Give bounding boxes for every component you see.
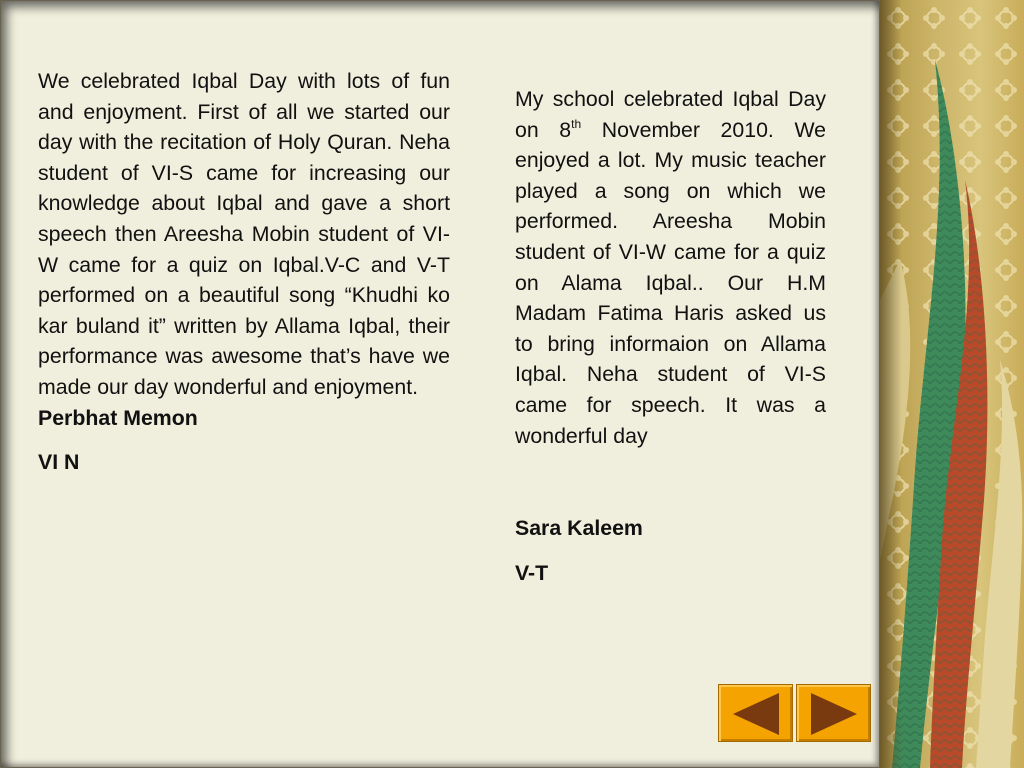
floral-ribbon-art: [880, 0, 1024, 768]
right-author-class: V-T: [515, 560, 549, 585]
left-author-name: Perbhat Memon: [38, 405, 198, 430]
right-author-name: Sara Kaleem: [515, 516, 643, 541]
spacer: [515, 451, 826, 513]
right-paragraph: [515, 84, 826, 451]
right-triangle-icon: [797, 685, 872, 743]
left-paragraph: We celebrated Iqbal Day with lots of fun and enjoyment. First of all we started our day with the recitation of Holy Quran. Neha student of VI-S came for increasing our knowledge about Iqbal and gave a short speech then Areesha Mobin student of VI-W came for a quiz on Iqbal.V-C and V-T performed on a beautiful song “Khudhi ko kar buland it” written by Allama Iqbal, their performance was awesome that’s have we made our day wonderful and enjoyment.: [38, 69, 450, 399]
previous-slide-button[interactable]: [718, 684, 793, 742]
left-author-class: VI N: [38, 450, 80, 475]
right-paragraph-rest: November 2010. We enjoyed a lot. My music teacher played a song on which we performed. Areesha Mobin student of VI-W came for a quiz on Alama Iqbal.. Our H.M Madam Fatima Haris asked us to bring informaion on Allama Iqbal. Neha student of VI-S came for speech. It was a wonderful day: [515, 117, 826, 448]
right-paragraph-start: My school celebrated Iqbal Day on 8: [515, 87, 826, 142]
right-column: [515, 84, 826, 588]
left-triangle-icon: [719, 685, 794, 743]
left-column: [38, 66, 450, 478]
decorative-side-art: [880, 0, 1024, 768]
next-slide-button[interactable]: [796, 684, 871, 742]
right-paragraph-sup: th: [571, 116, 582, 131]
